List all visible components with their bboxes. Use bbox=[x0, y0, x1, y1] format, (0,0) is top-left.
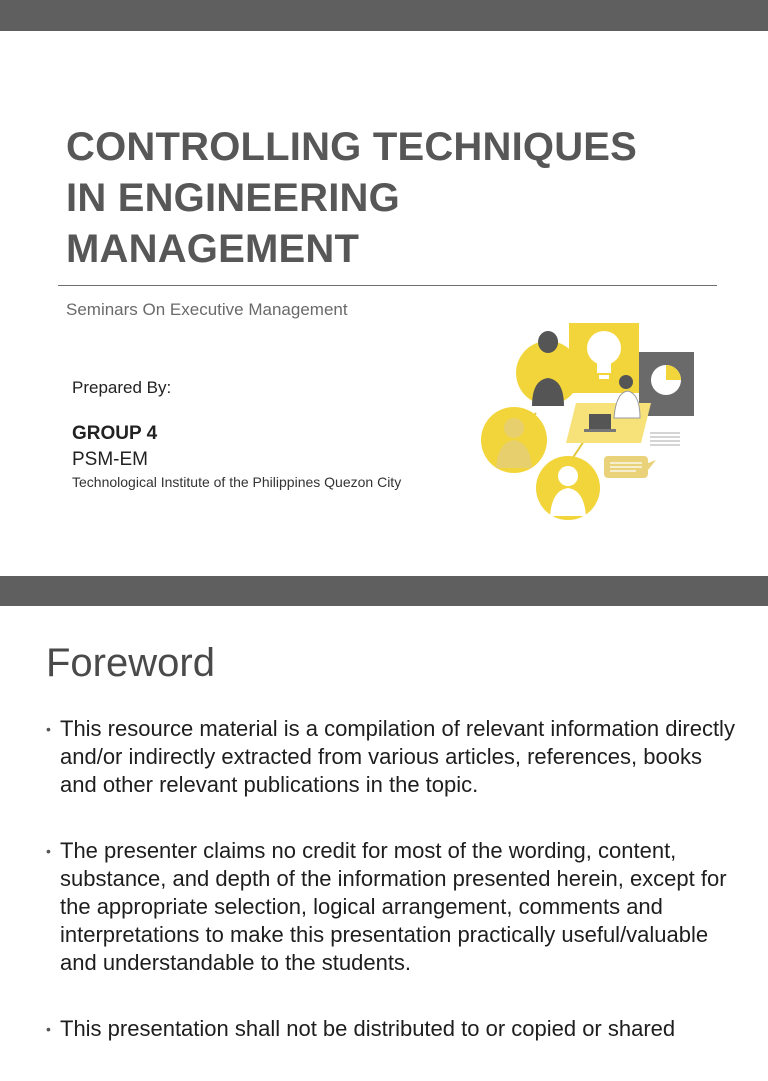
bullet-item bbox=[46, 1015, 736, 1043]
bullet-text: The presenter claims no credit for most of the wording, content, substance, and depth of the information presented herein, except for the appropriate selection, logical arrangement, comments and interpretations to make this presentation practically useful/valuable and understandable to the students. bbox=[60, 838, 727, 975]
bullet-marker: • bbox=[46, 721, 51, 737]
bullet-marker: • bbox=[46, 1021, 51, 1037]
institution-name: Technological Institute of the Philippines Quezon City bbox=[72, 474, 402, 490]
group-name: GROUP 4 bbox=[72, 423, 158, 444]
program-name: PSM-EM bbox=[72, 449, 148, 470]
bullet-marker: • bbox=[46, 843, 51, 859]
foreword-heading: Foreword bbox=[46, 641, 215, 685]
bullet-text: This presentation shall not be distributed to or copied or shared bbox=[60, 1016, 676, 1041]
subtitle: Seminars On Executive Management bbox=[66, 300, 348, 319]
foreword-bullet-list bbox=[46, 715, 736, 1081]
bullet-text: This resource material is a compilation of relevant information directly and/or indirectly extracted from various articles, references, books and other relevant publications in the topic. bbox=[60, 716, 735, 797]
slide-title-heading: CONTROLLING TECHNIQUES IN ENGINEERING MANAGEMENT bbox=[66, 125, 638, 271]
bullet-item bbox=[46, 715, 736, 799]
slide-foreword bbox=[0, 606, 768, 1041]
bullet-item bbox=[46, 837, 736, 977]
prepared-by-label: Prepared By: bbox=[72, 378, 172, 397]
